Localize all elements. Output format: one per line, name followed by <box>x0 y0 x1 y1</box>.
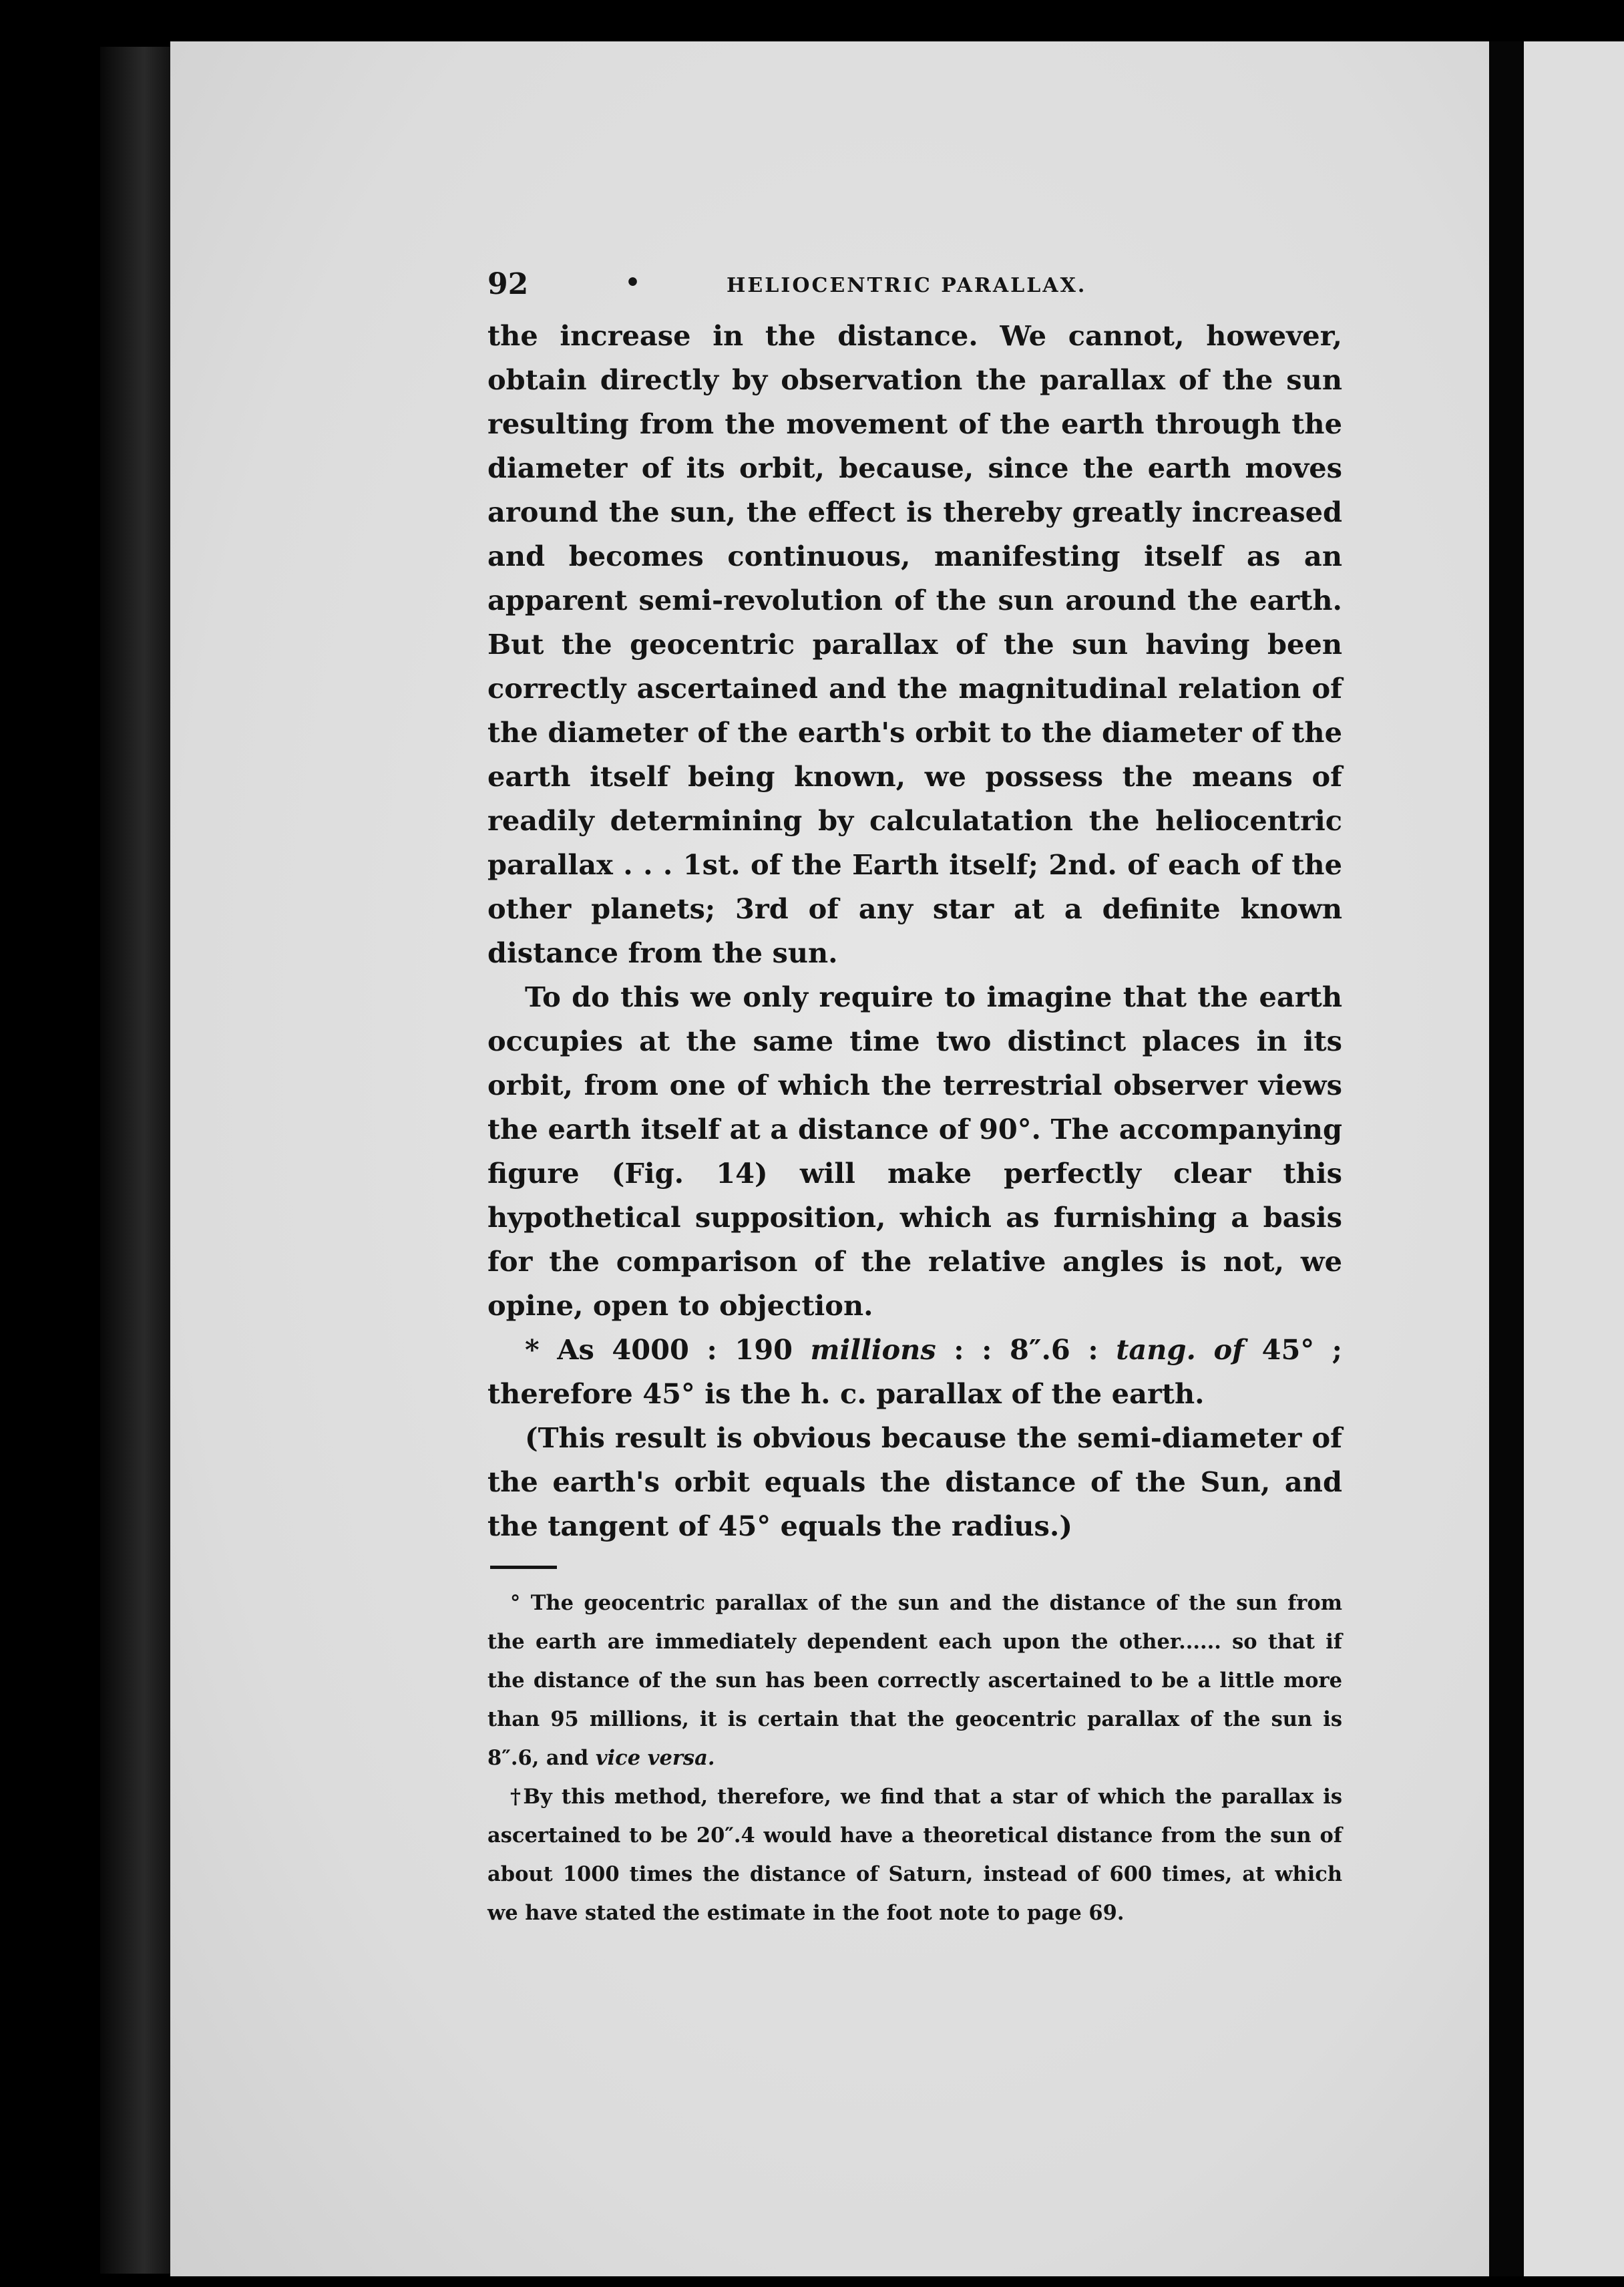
p3-start: * As 4000 : 190 <box>525 1333 793 1366</box>
footnote-1-italic: vice versa. <box>595 1746 715 1770</box>
footnote-2: †By this method, therefore, we find that a star of which the parallax is ascertained to be 20″.4 would have a theoretical distance from the sun of about 1000 times the distance of Saturn, instead of 600 times, at which we have stated the estimate in the foot note to page 69. <box>487 1785 1342 1925</box>
book-gutter <box>1489 41 1524 2276</box>
running-title: HELIOCENTRIC PARALLAX. <box>727 274 1087 297</box>
paragraph-3 <box>487 1328 1342 1416</box>
p3-mid: : : 8″.6 : <box>954 1333 1098 1366</box>
book-page-edges <box>100 47 174 2274</box>
page-number: 92 <box>487 267 529 301</box>
paragraph-4: (This result is obvious because the semi-diameter of the earth's orbit equals the distance of the Sun, and the tangent of 45° equals the radius.) <box>487 1421 1342 1542</box>
footnotes <box>487 1584 1342 1932</box>
footnote-1 <box>487 1584 1342 1777</box>
page-content <box>487 267 1342 1932</box>
p3-millions: millions <box>810 1333 936 1366</box>
body-text <box>487 314 1342 1548</box>
opposite-page-edge <box>1524 41 1624 2276</box>
paragraph-1: the increase in the distance. We cannot, however, obtain directly by observation the parallax of the sun resulting from the movement of the earth through the diameter of its orbit, because, since the earth moves around the sun, the effect is thereby greatly increased and becomes continuous, manifesting itself as an apparent semi-revolution of the sun around the earth. But the geocentric parallax of the sun having been correctly ascertained and the magnitudinal relation of the diameter of the earth's orbit to the diameter of the earth itself being known, we possess the means of readily determining by calculatation the heliocentric parallax . . . 1st. of the Earth itself; 2nd. of each of the other planets; 3rd of any star at a definite known distance from the sun. <box>487 319 1342 969</box>
header-dot: • <box>625 269 641 297</box>
running-head <box>487 267 1342 314</box>
footnote-rule <box>490 1566 557 1569</box>
paragraph-2: To do this we only require to imagine that the earth occupies at the same time two distinct places in its orbit, from one of which the terrestrial observer views the earth itself at a distance of 90°. The accompanying figure (Fig. 14) will make perfectly clear this hypothetical supposition, which as furnishing a basis for the comparison of the relative angles is not, we opine, open to objection. <box>487 981 1342 1322</box>
footnote-1-text: ° The geocentric parallax of the sun and the distance of the sun from the earth are immediately dependent each upon the other...... so that if the distance of the sun has been correctly ascertained to be a little more than 95 millions, it is certain that the geocentric parallax of the sun is 8″.6, and <box>487 1591 1342 1770</box>
p3-end: 45° ; therefore 45° is the h. c. parallax of the earth. <box>487 1333 1342 1410</box>
p3-tang: tang. of <box>1116 1333 1245 1366</box>
